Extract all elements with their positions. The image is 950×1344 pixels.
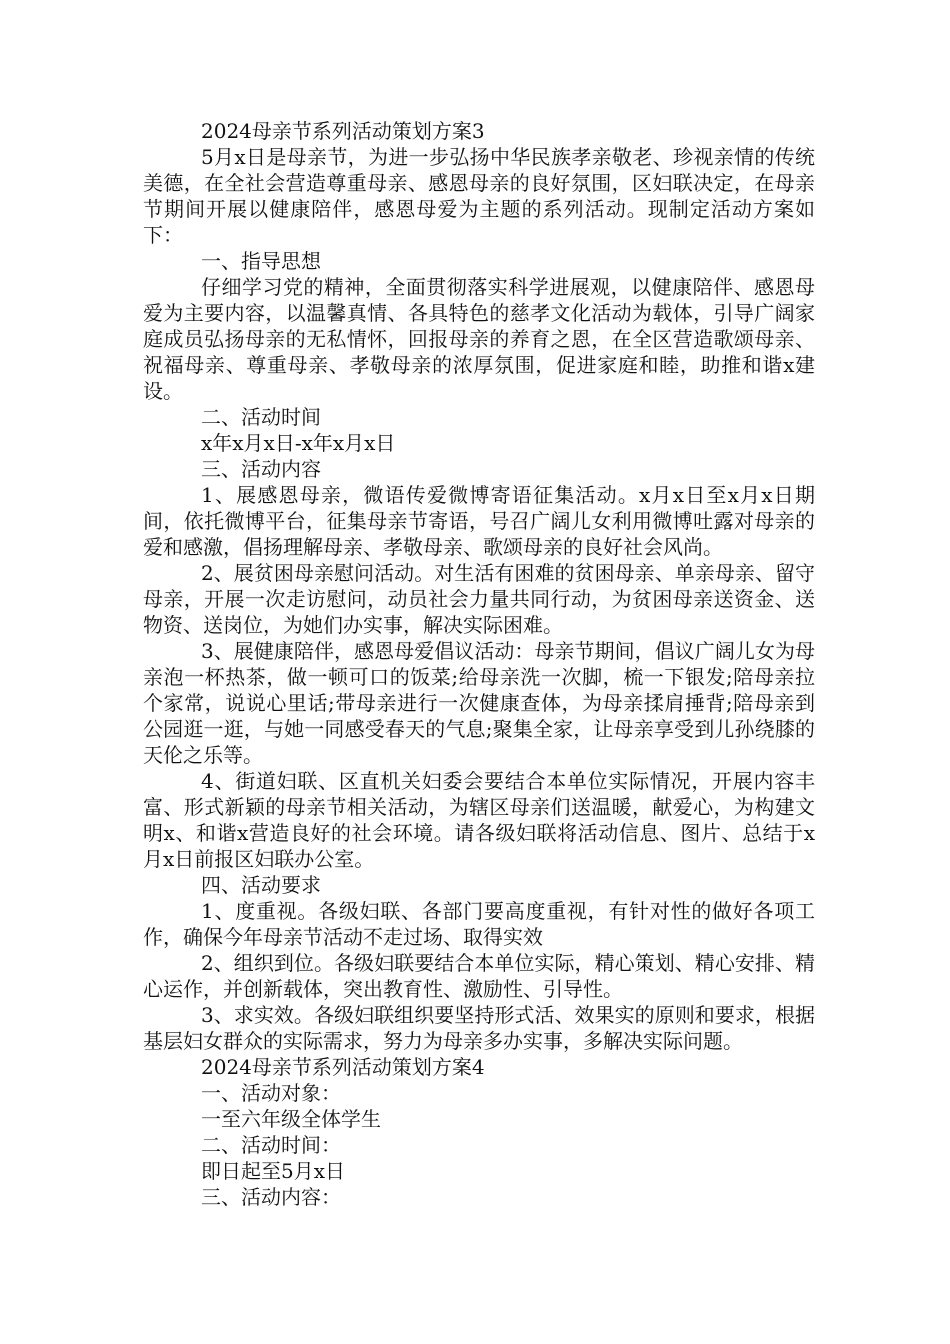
heading-activity-content: 三、活动内容	[201, 457, 321, 481]
section-title: 2024母亲节系列活动策划方案3	[201, 119, 485, 143]
requirement-item-2: 2、组织到位。各级妇联要结合本单位实际，精心策划、精心安排、精心运作，并创新载体，突出教育性、激励性、引导性。	[143, 951, 815, 1001]
document-body	[143, 118, 815, 1210]
heading-activity-content-2: 三、活动内容：	[201, 1185, 341, 1209]
heading-activity-requirements: 四、活动要求	[201, 873, 321, 897]
activity-time-value: x年x月x日-x年x月x日	[201, 431, 396, 455]
activity-time-value-2: 即日起至5月x日	[201, 1159, 346, 1183]
content-item-1: 1、展感恩母亲，微语传爱微博寄语征集活动。x月x日至x月x日期间，依托微博平台，征集母亲节寄语，号召广阔儿女利用微博吐露对母亲的爱和感激，倡扬理解母亲、孝敬母亲、歌颂母亲的良好社会风尚。	[143, 483, 815, 559]
heading-activity-time-2: 二、活动时间：	[201, 1133, 341, 1157]
requirement-item-1: 1、度重视。各级妇联、各部门要高度重视，有针对性的做好各项工作，确保今年母亲节活动不走过场、取得实效	[143, 899, 815, 949]
activity-target-value: 一至六年级全体学生	[201, 1107, 381, 1131]
heading-activity-time: 二、活动时间	[201, 405, 321, 429]
section-title-2: 2024母亲节系列活动策划方案4	[201, 1055, 485, 1079]
heading-activity-target: 一、活动对象：	[201, 1081, 341, 1105]
content-item-4: 4、街道妇联、区直机关妇委会要结合本单位实际情况，开展内容丰富、形式新颖的母亲节相关活动，为辖区母亲们送温暖，献爱心，为构建文明x、和谐x营造良好的社会环境。请各级妇联将活动信息、图片、总结于x月x日前报区妇联办公室。	[143, 769, 815, 871]
guiding-thought-paragraph: 仔细学习党的精神，全面贯彻落实科学进展观，以健康陪伴、感恩母爱为主要内容，以温馨真情、各具特色的慈孝文化活动为载体，引导广阔家庭成员弘扬母亲的无私情怀，回报母亲的养育之恩，在全区营造歌颂母亲、祝福母亲、尊重母亲、孝敬母亲的浓厚氛围，促进家庭和睦，助推和谐x建设。	[143, 275, 815, 403]
requirement-item-3: 3、求实效。各级妇联组织要坚持形式活、效果实的原则和要求，根据基层妇女群众的实际需求，努力为母亲多办实事，多解决实际问题。	[143, 1003, 815, 1053]
content-item-2: 2、展贫困母亲慰问活动。对生活有困难的贫困母亲、单亲母亲、留守母亲，开展一次走访慰问，动员社会力量共同行动，为贫困母亲送资金、送物资、送岗位，为她们办实事，解决实际困难。	[143, 561, 815, 637]
intro-paragraph: 5月x日是母亲节，为进一步弘扬中华民族孝亲敬老、珍视亲情的传统美德，在全社会营造尊重母亲、感恩母亲的良好氛围，区妇联决定，在母亲节期间开展以健康陪伴，感恩母爱为主题的系列活动。现制定活动方案如下：	[143, 145, 815, 247]
content-item-3: 3、展健康陪伴，感恩母爱倡议活动：母亲节期间，倡议广阔儿女为母亲泡一杯热茶，做一顿可口的饭菜;给母亲洗一次脚，梳一下银发;陪母亲拉个家常，说说心里话;带母亲进行一次健康查体，为母亲揉肩捶背;陪母亲到公园逛一逛，与她一同感受春天的气息;聚集全家，让母亲享受到儿孙绕膝的天伦之乐等。	[143, 639, 815, 767]
heading-guiding-thought: 一、指导思想	[201, 249, 321, 273]
